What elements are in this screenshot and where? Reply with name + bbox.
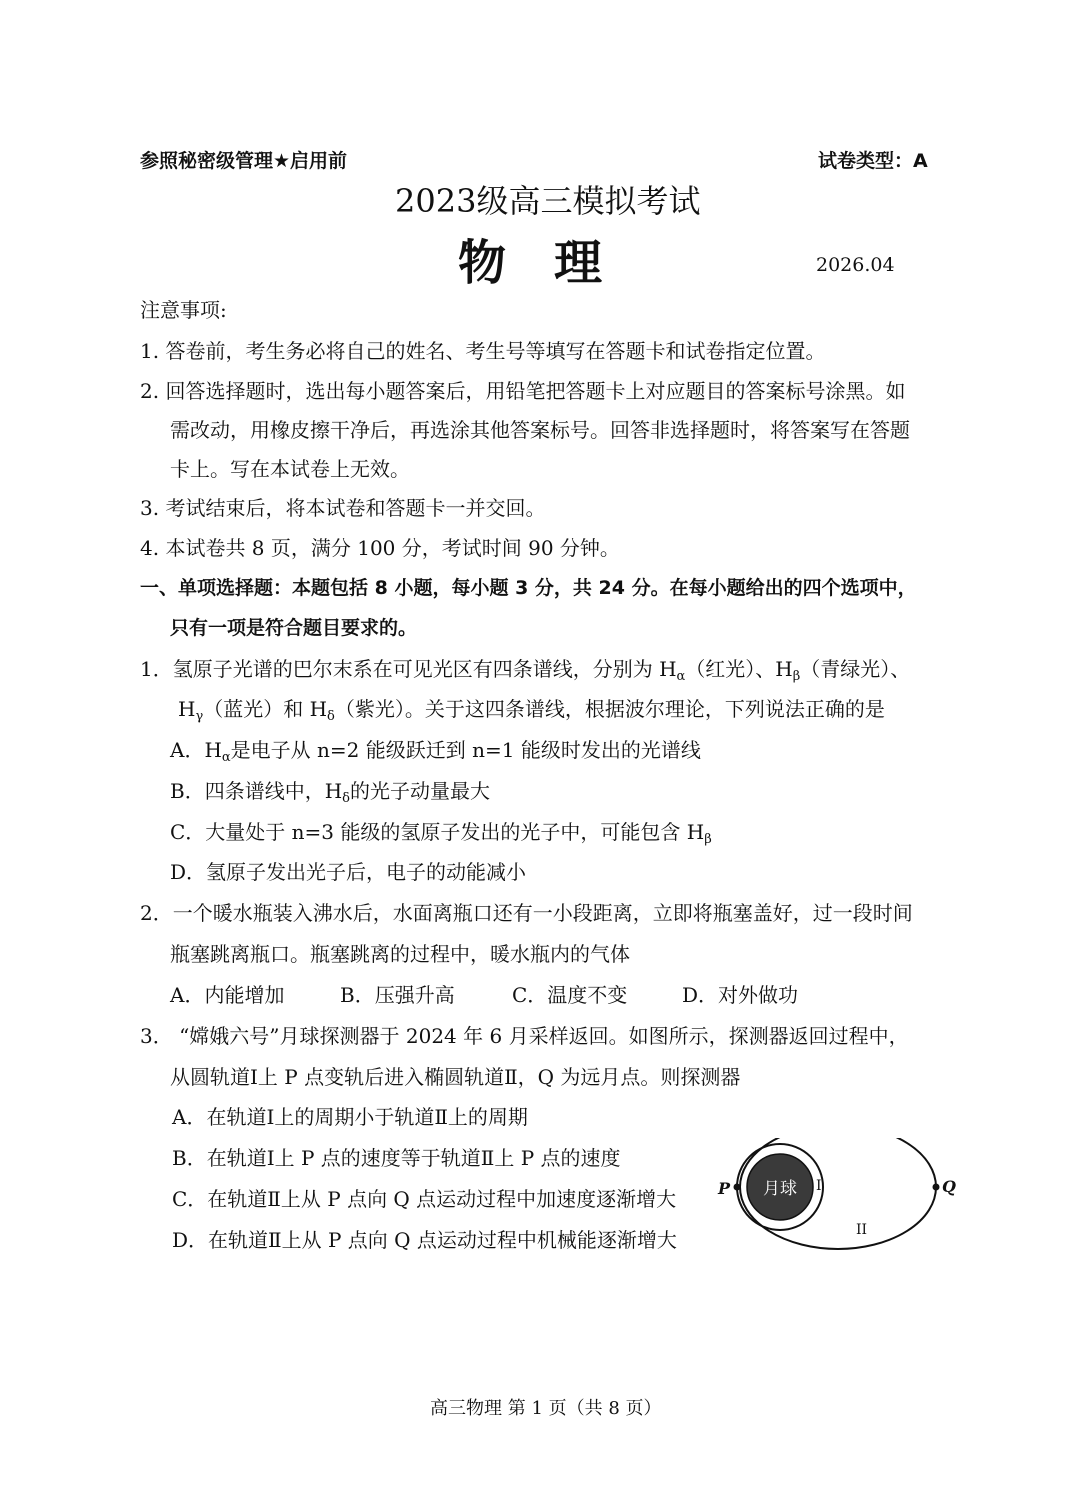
notice-item-4: 4. 本试卷共 8 页，满分 100 分，考试时间 90 分钟。 xyxy=(140,536,620,560)
q1-stem-line1: 1．氢原子光谱的巴尔末系在可见光区有四条谱线，分别为 $H_\alpha$（红光）、$H_\beta$（青绿光）、 xyxy=(140,657,911,684)
q2-option-b: B．压强升高 xyxy=(340,983,455,1007)
point-p-label: P xyxy=(718,1179,731,1198)
q2-option-c: C．温度不变 xyxy=(512,983,628,1007)
secret-notice: 参照秘密级管理★启用前 xyxy=(140,150,348,172)
q3-option-c: C．在轨道Ⅱ上从 P 点向 Q 点运动过程中加速度逐渐增大 xyxy=(172,1187,677,1211)
q2-stem-line1: 2．一个暖水瓶装入沸水后，水面离瓶口还有一小段距离，立即将瓶塞盖好，过一段时间 xyxy=(140,901,913,925)
q3-option-a: A．在轨道Ⅰ上的周期小于轨道Ⅱ上的周期 xyxy=(172,1105,528,1129)
orbit-diagram xyxy=(712,1138,962,1258)
notice-item-2-cont2: 卡上。写在本试卷上无效。 xyxy=(170,457,410,481)
q2-option-d: D．对外做功 xyxy=(682,983,799,1007)
notice-item-1: 1. 答卷前，考生务必将自己的姓名、考生号等填写在答题卡和试卷指定位置。 xyxy=(140,339,826,363)
notice-item-2: 2. 回答选择题时，选出每小题答案后，用铅笔把答题卡上对应题目的答案标号涂黑。如 xyxy=(140,379,906,403)
subject-title: 物 理 xyxy=(458,235,603,291)
point-p-marker xyxy=(734,1184,741,1191)
q1-stem-line2: $H_\gamma$（蓝光）和 $H_\delta$（紫光）。关于这四条谱线，根据波尔理论，下列说法正确的是 xyxy=(178,697,885,724)
section-heading-cont: 只有一项是符合题目要求的。 xyxy=(170,617,418,639)
notice-heading: 注意事项: xyxy=(140,298,227,322)
q3-option-d: D．在轨道Ⅱ上从 P 点向 Q 点运动过程中机械能逐渐增大 xyxy=(172,1228,677,1252)
section-heading: 一、单项选择题：本题包括 8 小题，每小题 3 分，共 24 分。在每小题给出的四个选项中， xyxy=(140,577,917,599)
moon-label: 月球 xyxy=(763,1179,797,1199)
q1-option-d: D．氢原子发出光子后，电子的动能减小 xyxy=(170,860,527,884)
exam-date: 2026.04 xyxy=(816,254,895,276)
q1-option-c: C．大量处于 n=3 能级的氢原子发出的光子中，可能包含 $H_\beta$ xyxy=(170,820,712,847)
point-q-marker xyxy=(933,1184,940,1191)
notice-item-3: 3. 考试结束后，将本试卷和答题卡一并交回。 xyxy=(140,496,546,520)
q2-options xyxy=(170,981,798,1009)
q2-stem-line2: 瓶塞跳离瓶口。瓶塞跳离的过程中，暖水瓶内的气体 xyxy=(170,942,630,966)
q1-option-a: A．$H_\alpha$是电子从 n=2 能级跃迁到 n=1 能级时发出的光谱线 xyxy=(170,738,701,765)
q1-option-b: B．四条谱线中，$H_\delta$的光子动量最大 xyxy=(170,779,490,806)
notice-item-2-cont: 需改动，用橡皮擦干净后，再选涂其他答案标号。回答非选择题时，将答案写在答题 xyxy=(170,418,910,442)
orbit-i-label: I xyxy=(816,1178,822,1194)
q2-option-a: A．内能增加 xyxy=(170,983,285,1007)
q3-stem-line2: 从圆轨道Ⅰ上 P 点变轨后进入椭圆轨道Ⅱ，Q 为远月点。则探测器 xyxy=(170,1065,741,1089)
exam-title: 2023级高三模拟考试 xyxy=(395,182,701,220)
point-q-label: Q xyxy=(942,1177,956,1196)
orbit-ii-label: II xyxy=(856,1222,868,1238)
page-footer: 高三物理 第 1 页（共 8 页） xyxy=(430,1398,662,1419)
q3-stem-line1: 3． “嫦娥六号”月球探测器于 2024 年 6 月采样返回。如图所示，探测器返回过程中， xyxy=(140,1024,909,1048)
q3-option-b: B．在轨道Ⅰ上 P 点的速度等于轨道Ⅱ上 P 点的速度 xyxy=(172,1146,621,1170)
paper-type: 试卷类型：A xyxy=(818,150,928,172)
